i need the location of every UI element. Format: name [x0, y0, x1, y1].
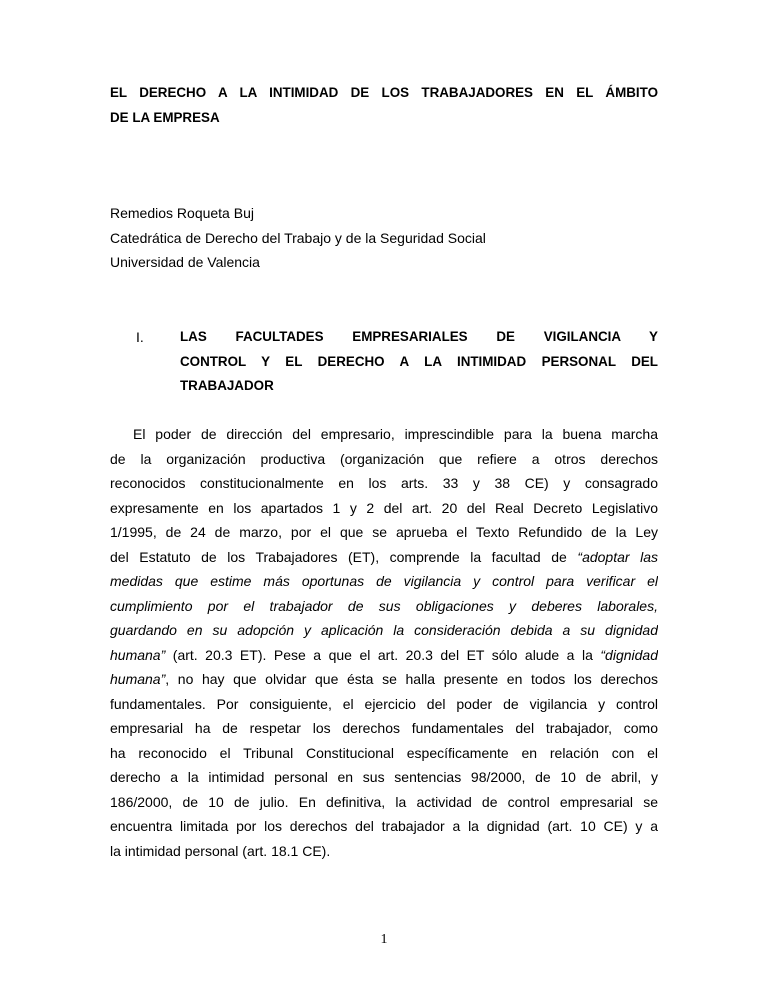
- text-segment: empresarial ha de respetar los derechos fundamentales del trabajador, como: [110, 720, 658, 736]
- italic-quote-text: humana”: [110, 671, 166, 687]
- paragraph-line: [110, 667, 658, 692]
- text-segment: del Estatuto de los Trabajadores (ET), comprende la facultad de: [110, 548, 578, 565]
- italic-quote-text: humana”: [110, 646, 166, 663]
- paragraph-line: [110, 643, 658, 668]
- text-segment: fundamentales. Por consiguiente, el ejercicio del poder de vigilancia y control: [110, 695, 658, 712]
- text-segment: encuentra limitada por los derechos del trabajador a la dignidad (art. 10 CE) y a: [110, 818, 658, 834]
- text-segment: ha reconocido el Tribunal Constitucional específicamente en relación con el: [110, 744, 658, 761]
- paragraph-line: [110, 716, 658, 741]
- paragraph-line: [110, 741, 658, 766]
- italic-quote-text: “adoptar las: [577, 548, 658, 565]
- paragraph-line: [110, 569, 658, 594]
- paragraph-line: [110, 765, 658, 790]
- paragraph-line: [110, 618, 658, 643]
- text-segment: derecho a la intimidad personal en sus sentencias 98/2000, de 10 de abril, y: [110, 769, 658, 785]
- paragraph-line: [110, 839, 658, 864]
- paragraph-line: [110, 814, 658, 839]
- text-segment: expresamente en los apartados 1 y 2 del art. 20 del Real Decreto Legislativo: [110, 499, 658, 516]
- paragraph-line: [110, 594, 658, 619]
- title-line: DE LA EMPRESA: [110, 110, 220, 125]
- document-title: [110, 80, 658, 130]
- author-block: [110, 201, 658, 275]
- italic-quote-text: medidas que estime más oportunas de vigilancia y control para verificar el: [110, 573, 658, 589]
- text-segment: 186/2000, de 10 de julio. En definitiva, la actividad de control empresarial se: [110, 793, 658, 810]
- heading-line: TRABAJADOR: [180, 378, 274, 393]
- section-heading: [180, 325, 658, 399]
- body-paragraph: [110, 422, 658, 863]
- text-segment: de la organización productiva (organización que refiere a otros derechos: [110, 450, 658, 467]
- paragraph-line: [110, 496, 658, 521]
- italic-quote-text: cumplimiento por el trabajador de sus obligaciones y deberes laborales,: [110, 597, 658, 614]
- text-segment: El poder de dirección del empresario, imprescindible para la buena marcha: [133, 426, 658, 442]
- paragraph-line: [110, 471, 658, 496]
- paragraph-line: [110, 422, 658, 447]
- italic-quote-text: “dignidad: [600, 646, 658, 663]
- text-segment: la intimidad personal (art. 18.1 CE).: [110, 842, 331, 859]
- author-name: Remedios Roqueta Buj: [110, 205, 254, 221]
- text-segment: (art. 20.3 ET). Pese a que el art. 20.3 del ET sólo alude a la: [165, 646, 601, 663]
- italic-quote-text: guardando en su adopción y aplicación la consideración debida a su dignidad: [110, 622, 658, 638]
- text-segment: , no hay que olvidar que ésta se halla presente en todos los derechos: [165, 671, 658, 687]
- paragraph-line: [110, 692, 658, 717]
- title-line: EL DERECHO A LA INTIMIDAD DE LOS TRABAJADORES EN EL ÁMBITO: [110, 85, 658, 100]
- paragraph-line: [110, 447, 658, 472]
- heading-line: LAS FACULTADES EMPRESARIALES DE VIGILANCIA Y: [180, 329, 658, 344]
- paragraph-line: [110, 520, 658, 545]
- author-institution: Universidad de Valencia: [110, 254, 260, 270]
- author-position: Catedrática de Derecho del Trabajo y de la Seguridad Social: [110, 229, 486, 246]
- page-number: 1: [380, 932, 388, 947]
- section-number: I.: [136, 329, 144, 345]
- text-segment: 1/1995, de 24 de marzo, por el que se aprueba el Texto Refundido de la Ley: [110, 524, 658, 540]
- text-segment: reconocidos constitucionalmente en los arts. 33 y 38 CE) y consagrado: [110, 475, 658, 491]
- paragraph-line: [110, 790, 658, 815]
- paragraph-line: [110, 545, 658, 570]
- heading-line: CONTROL Y EL DERECHO A LA INTIMIDAD PERSONAL DEL: [180, 353, 658, 369]
